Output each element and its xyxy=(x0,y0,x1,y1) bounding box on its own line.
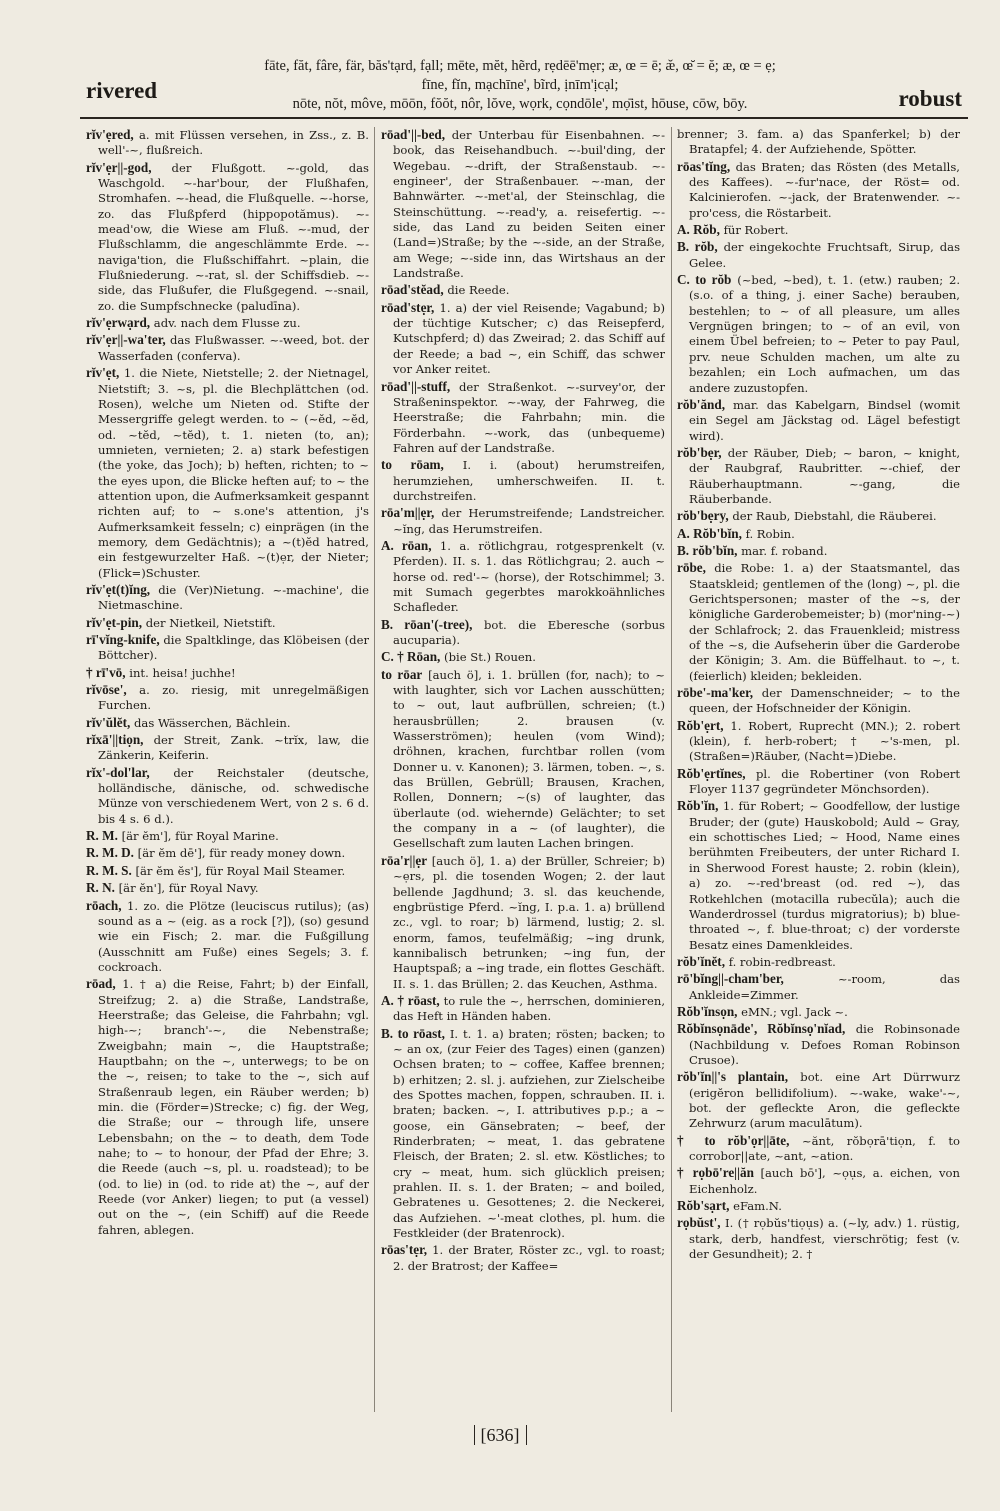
dictionary-entry xyxy=(86,845,369,861)
definition-text: a. zo. riesig, mit unregelmäßigen Furchen. xyxy=(98,683,369,713)
headword: † rī'vō, xyxy=(86,664,126,680)
dictionary-entry xyxy=(381,649,665,665)
headword: B. rŏb'bĭn, xyxy=(677,542,738,558)
definition-text: der Reichstaler (deutsche, holländische, dänische, od. schwedische Münze von verschiedenem Wert, von 2 s. 6 d. bis 4 s. 6 d.). xyxy=(98,765,369,826)
headword: rĭv'ẹred, xyxy=(86,127,134,142)
definition-text: die (Ver)Nietung. ~-machine', die Nietmaschine. xyxy=(98,582,369,613)
headword: rōbe'-ma'ker, xyxy=(677,685,754,701)
dictionary-entry xyxy=(677,1069,960,1131)
definition-text: 1. a. rötlichgrau, rotgesprenkelt (v. Pferden). II. s. 1. das Rötlichgrau; 2. auch ~ horse od. red'-~ (horse), der Rotschimmel; 3. mit Sumach gegerbtes marokkoähnliches Schafleder. xyxy=(393,538,665,615)
headword: C. † Rōan, xyxy=(381,649,441,665)
dictionary-entry xyxy=(86,160,369,314)
headword: C. to rŏb xyxy=(677,272,732,288)
header-rule xyxy=(80,117,968,119)
column-3 xyxy=(677,127,960,1417)
dictionary-entry xyxy=(677,397,960,444)
definition-text: eFam.N. xyxy=(733,1199,782,1214)
headword: B. to rōast, xyxy=(381,1025,445,1041)
dictionary-entry xyxy=(677,1198,960,1214)
dictionary-entry xyxy=(86,632,369,664)
definition-text: 1. Robert, Ruprecht (MN.); 2. robert (klein), f. herb-robert; † ~'s-men, pl. (Straßen=)Räuber, (Nacht=)Diebe. xyxy=(689,718,960,764)
headword: rōad'||-bed, xyxy=(381,127,446,142)
headword: rōad'stẹr, xyxy=(381,299,435,315)
definition-text: [är ĕm dē'], für ready money down. xyxy=(137,846,346,861)
definition-text: ~-room, das Ankleide=Zimmer. xyxy=(689,972,960,1002)
pronunciation-key-line: fāte, făt, fâre, fär, băs'tạrd, fạll; mēte, mĕt, hẽrd, rẹdēē'mẹr; æ, œ = ē; æ̆, œ̆ = ĕ; æ, œ = ẹ; xyxy=(264,58,776,74)
dictionary-entry xyxy=(677,1133,960,1165)
definition-text: die Robe: 1. a) der Staatsmantel, das Staatskleid; gentlemen of the (long) ~, pl. die Gerichtspersonen; master of the ~s, der königliche Garderobemeister; b) (mor'ning-~) der Schlafrock; 2. das Frauenkleid; mistress of the ~s, die Aufseherin über die Garderobe der Königin; 3. Am. die Büffelhaut. to ~, t. (feierlich) kleiden; bekleiden. xyxy=(689,561,960,683)
headword: rōa'r||ẹr xyxy=(381,852,428,868)
pronunciation-key-line: nōte, nŏt, môve, mōōn, fŏŏt, nôr, lŏve, wọrk, cọndōle', mọ̄ist, hōuse, cōw, bōy. xyxy=(292,96,748,112)
definition-text: I. t. 1. a) braten; rösten; backen; to ~ an ox, (zur Feier des Tages) einen (ganzen) Ochsen braten; to ~ coffee, Kaffee brennen; b) erhitzen; 2. sl. j. aufziehen, zur Zielscheibe des Spottes machen, foppen, schrauben. II. i. braten; backen. ~, I. attributives p.p.; a ~ goose, ein Gänsebraten; ~ beef, der Rinderbraten; ~ meat, 1. das gebratene Fleisch, der Braten; 2. sl. etw. Köstliches; to cry ~ meat, hum. sich glücklich preisen; prahlen. II. s. 1. der Braten; ~ and boiled, Gebratenes u. Gesottenes; 2. die Neckerei, das Aufziehen. ~'-meat clothes, pl. hum. die Festkleider (der Bratenrock). xyxy=(393,1026,665,1241)
headword: rĭv'ẹt, xyxy=(86,365,120,381)
definition-text: [är ĕn'], für Royal Navy. xyxy=(118,881,259,896)
definition-text: der Unterbau für Eisenbahnen. ~-book, das Reisehandbuch. ~-buil'ding, der Wegebau. ~-drift, der Straßenstaub. ~-engineer', der Straßenbauer. ~-man, der Bahnwärter. ~-met'al, der Steinschlag, die Steinschüttung. ~-read'y, a. reisefertig. ~-side, das Land zu beiden Seiten einer (Land=)Straße; by the ~-side, an der Straße, am Wege; ~-side inn, das Wirtshaus an der Landstraße. xyxy=(393,128,665,281)
headword: A. Rŏb'bĭn, xyxy=(677,525,742,541)
headword: to rōam, xyxy=(381,457,444,473)
definition-text: 1. a) der viel Reisende; Vagabund; b) der tüchtige Kutscher; c) das Reisepferd, Kutschpferd; d) das Zweirad; 2. das Schiff auf der Reede; a bad ~, ein Schiff, das schwer vor Anker reitet. xyxy=(393,300,665,377)
headword: rōas'tĭng, xyxy=(677,158,731,174)
dictionary-entry xyxy=(86,898,369,976)
definition-text: 1. der Brater, Röster zc., vgl. to roast; 2. der Bratrost; der Kaffee= xyxy=(393,1243,665,1273)
definition-text: a. mit Flüssen versehen, in Zss., z. B. well'-~, flußreich. xyxy=(98,128,369,158)
definition-text: der Herumstreifende; Landstreicher. ~ĭng, das Herumstreifen. xyxy=(393,506,665,536)
left-guideword: rivered xyxy=(86,78,158,103)
dictionary-entry xyxy=(677,718,960,765)
definition-text: brenner; 3. fam. a) das Spanferkel; b) der Bratapfel; 4. der Aufziehende, Spötter. xyxy=(677,127,960,157)
definition-text: [är ĕm'], für Royal Marine. xyxy=(121,829,279,844)
definition-text: eMN.; vgl. Jack ~. xyxy=(741,1004,848,1019)
page-number-label: [636] xyxy=(474,1425,527,1445)
headword: Rŏbĭnsọnāde', Rŏbĭnsọ'nĭad, xyxy=(677,1021,846,1037)
headword: rĭvōse', xyxy=(86,682,127,698)
definition-text: die Spaltklinge, das Klöbeisen (der Böttcher). xyxy=(98,633,369,663)
definition-text: der Damenschneider; ~ to the queen, der Hofschneider der Königin. xyxy=(689,686,960,716)
dictionary-entry xyxy=(677,971,960,1003)
headword: rō'bĭng||-cham'ber, xyxy=(677,971,784,987)
definition-text: 1. zo. die Plötze (leuciscus rutilus); (as) sound as a ~ (eig. as a rock [?]), (so) gesund wie ein Fisch; 2. mar. die Fußgillung (Ausschnitt am Fuße) eines Segels; 3. f. cockroach. xyxy=(98,898,369,974)
headword: B. rŏb, xyxy=(677,239,718,255)
dictionary-entry xyxy=(677,1004,960,1020)
dictionary-entry xyxy=(677,543,960,559)
column-2 xyxy=(381,127,665,1417)
headword: R. M. xyxy=(86,828,118,844)
headword: rọbŭst', xyxy=(677,1215,721,1231)
headword: rōad'||-stuff, xyxy=(381,378,451,394)
definition-text: das Flußwasser. ~-weed, bot. der Wasserfaden (conferva). xyxy=(98,333,369,363)
headword: Rŏb'ĭnsọn, xyxy=(677,1003,738,1019)
headword: to rōar xyxy=(381,666,423,682)
dictionary-entry xyxy=(86,682,369,714)
definition-text: I. i. (about) herumstreifen, herumziehen, umherschweifen. II. t. durchstreifen. xyxy=(393,458,665,503)
dictionary-entry xyxy=(86,715,369,731)
pronunciation-key xyxy=(230,57,810,114)
headword: rĭv'ŭlĕt, xyxy=(86,714,131,730)
dictionary-entry xyxy=(381,993,665,1025)
dictionary-entry xyxy=(86,828,369,844)
headword: rĭx'-dol'lar, xyxy=(86,764,150,780)
definition-text: [är ĕm ĕs'], für Royal Mail Steamer. xyxy=(135,863,346,878)
definition-text: int. heisa! juchhe! xyxy=(129,665,236,680)
headword: rŏb'ĭnĕt, xyxy=(677,953,725,969)
definition-text: (bie St.) Rouen. xyxy=(444,650,536,665)
definition-text: das Wässerchen, Bächlein. xyxy=(134,715,291,730)
headword: A. † rōast, xyxy=(381,992,440,1008)
definition-text: der Raub, Diebstahl, die Räuberei. xyxy=(732,509,937,524)
dictionary-entry xyxy=(86,315,369,331)
headword: rĭv'ẹt-pin, xyxy=(86,614,143,630)
definition-text: mar. f. roband. xyxy=(741,543,828,558)
dictionary-entry xyxy=(86,582,369,614)
page-number xyxy=(0,1425,1000,1446)
dictionary-entry xyxy=(381,282,665,298)
headword: R. N. xyxy=(86,880,115,896)
definition-text: für Robert. xyxy=(723,223,789,238)
column-divider xyxy=(671,127,672,1412)
definition-text: 1. für Robert; ~ Goodfellow, der lustige Bruder; der (gute) Hauskobold; Auld ~ Gray, ein schottisches Lied; ~ Hood, Name eines berühmten Freibeuters, der unter Richard I. in Sherwood Forest hauste; 2. robin (klein), a) zo. ~-red'breast (od. red ~), das Rotkehlchen (motacilla rubecŭla); auch die Wanderdrossel (turdus migratorius); b) blue-throated ~, f. blue-throat; c) der vorderste Besatz eines Damenkleides. xyxy=(689,799,960,952)
dictionary-entry xyxy=(381,617,665,649)
dictionary-entry xyxy=(677,798,960,952)
dictionary-entry xyxy=(381,127,665,281)
headword: rĭv'ẹr||-god, xyxy=(86,159,152,175)
headword: Rŏb'ĭn, xyxy=(677,798,719,814)
dictionary-entry xyxy=(381,1242,665,1274)
headword: B. rōan'(-tree), xyxy=(381,616,473,632)
dictionary-entry xyxy=(677,1165,960,1197)
definition-text: der Räuber, Dieb; ~ baron, ~ knight, der Raubgraf, Raubritter. ~-chief, der Räuberhauptmann. ~-gang, die Räuberbande. xyxy=(689,445,960,506)
pronunciation-key-line: fīne, fĭn, mạchīne', bĩrd, ịnīm'ịcạl; xyxy=(421,77,619,93)
definition-text: [auch ö], i. 1. brüllen (for, nach); to ~ with laughter, sich vor Lachen ausschütten; to ~ out, laut aufbrüllen, schreien; (t.) herausbrüllen; 2. brausen (v. Wasserströmen); heulen (vom Wind); dröhnen, krachen, furchtbar rollen (vom Donner u. v. Kanonen); 3. lärmen, toben. ~, s. das Brüllen, Gebrüll; Brausen, Krachen, Rollen, Donnern; ~(s) of laughter, das überlaute (od. wiehernde) Gelächter; to set the company in a ~ (of laughter), die Gesellschaft zum lauten Lachen bringen. xyxy=(393,667,665,851)
headword: rĭv'ẹr||-wa'ter, xyxy=(86,332,166,348)
dictionary-entry xyxy=(677,159,960,221)
dictionary-entry xyxy=(381,300,665,378)
definition-text: 1. † a) die Reise, Fahrt; b) der Einfall, Streifzug; 2. a) die Straße, Landstraße, Heerstraße; das Geleise, die Fahrbahn; vgl. high-~; branch'-~, die Nebenstraße; Zweigbahn; main ~, die Hauptstraße; Hauptbahn; on the ~, unterwegs; to be on the ~, reisen; to take to the ~, sich auf Straßenraub legen, ein Räuber werden; b) min. die (Förder=)Strecke; c) fig. der Weg, die Straße; our ~ through life, unsere Lebensbahn; on the ~ to death, dem Tode nahe; to ~ to honour, der Pfad der Ehre; 3. die Reede (auch ~s, pl. u. roadstead); to be (od. to lie) in (od. to ride at) the ~, auf der Reede (vor Anker) liegen; to put (a vessel) out on the ~, (ein Schiff) auf die Reede fahren, ablegen. xyxy=(98,977,369,1237)
definition-text: pl. die Robertiner (von Robert Floyer 1137 gegründeter Mönchsorden). xyxy=(689,766,960,797)
column-divider xyxy=(374,127,375,1412)
definition-text: der Streit, Zank. ~trĭx, law, die Zänkerin, Keiferin. xyxy=(98,733,369,763)
dictionary-entry xyxy=(86,765,369,827)
definition-text: to rule the ~, herrschen, dominieren, das Heft in Händen haben. xyxy=(393,993,665,1024)
right-guideword: robust xyxy=(898,86,962,111)
definition-text: ~ănt, rŏbọrā'tiọn, f. to corrobor||ate, ~ant, ~ation. xyxy=(689,1133,960,1163)
definition-text: der Straßenkot. ~-survey'or, der Straßeninspektor. ~-way, der Fahrweg, die Heerstraße; die Fahrbahn; min. die Förderbahn. ~-work, das (unbequeme) Fahren auf der Landstraße. xyxy=(393,379,665,455)
headword: Rŏb'ẹrtĭnes, xyxy=(677,765,746,781)
headword: rĭv'ẹrwạrd, xyxy=(86,315,151,331)
dictionary-entry xyxy=(381,379,665,457)
definition-text: bot. die Eberesche (sorbus aucuparia). xyxy=(393,617,665,647)
definition-text: das Braten; das Rösten (des Metalls, des Kaffees). ~-fur'nace, der Röst= od. Kalcinierofen. ~-jack, der Bratenwender. ~-pro'cess, die Röstarbeit. xyxy=(689,159,960,220)
dictionary-entry xyxy=(677,526,960,542)
headword: rŏb'ĭn||'s plantain, xyxy=(677,1069,789,1085)
headword: Rŏb'sạrt, xyxy=(677,1198,730,1214)
dictionary-entry xyxy=(86,127,369,159)
dictionary-entry xyxy=(677,560,960,684)
headword: rōad, xyxy=(86,976,116,992)
dictionary-entry xyxy=(381,667,665,852)
definition-text: der Flußgott. ~-gold, das Waschgold. ~-har'bour, der Flußhafen, Stromhafen. ~-head, die Flußquelle. ~-horse, zo. das Flußpferd (hippopotămus). ~-mead'ow, die Wiese am Fluß. ~-mud, der Flußschlamm, die angeschlämmte Erde. ~-naviga'tion, die Flußschiffahrt. ~plain, die Flußniederung. ~-rat, sl. der Schiffsdieb. ~-side, das Flußufer, die Flußgegend. ~-snail, zo. die Sumpfschnecke (paludīna). xyxy=(98,160,369,313)
headword: rĭv'ẹt(t)ĭng, xyxy=(86,581,151,597)
dictionary-entry xyxy=(677,685,960,717)
definition-text: f. robin-redbreast. xyxy=(728,954,836,969)
headword: R. M. S. xyxy=(86,862,132,878)
headword: rī'vĭng-knife, xyxy=(86,632,160,647)
dictionary-entry xyxy=(381,457,665,504)
dictionary-entry xyxy=(381,1026,665,1242)
definition-text: f. Robin. xyxy=(745,526,795,541)
headword: Rŏb'ẹrt, xyxy=(677,717,724,733)
headword: † rọbō're||ăn xyxy=(677,1165,754,1181)
headword: A. Rŏb, xyxy=(677,222,720,238)
dictionary-entry xyxy=(381,505,665,537)
headword: A. rōan, xyxy=(381,537,432,553)
definition-text: der eingekochte Fruchtsaft, Sirup, das Gelee. xyxy=(689,240,960,270)
dictionary-entry xyxy=(677,127,960,158)
headword: rŏb'bẹr, xyxy=(677,444,722,460)
dictionary-entry xyxy=(677,222,960,238)
dictionary-entry xyxy=(86,665,369,681)
dictionary-entry xyxy=(677,1215,960,1262)
dictionary-entry xyxy=(86,332,369,364)
dictionary-entry xyxy=(86,880,369,896)
headword: rŏb'bẹry, xyxy=(677,508,729,524)
headword: rōbe, xyxy=(677,560,706,576)
dictionary-entry xyxy=(677,445,960,507)
dictionary-entry xyxy=(381,538,665,616)
definition-text: adv. nach dem Flusse zu. xyxy=(153,316,301,331)
definition-text: der Nietkeil, Nietstift. xyxy=(145,615,276,630)
headword: rĭxā'||tiọn, xyxy=(86,732,144,748)
headword: rŏb'ănd, xyxy=(677,396,726,412)
headword: rōach, xyxy=(86,897,122,913)
definition-text: I. († rọbŭs'tiọụs) a. (~ly, adv.) 1. rüstig, stark, derb, handfest, vierschrötig; fest (v. der Gesundheit); 2. † xyxy=(689,1216,960,1262)
dictionary-entry xyxy=(677,508,960,524)
dictionary-entry xyxy=(677,766,960,798)
dictionary-entry xyxy=(86,976,369,1238)
headword: rōa'm||ẹr, xyxy=(381,505,435,521)
definition-text: (~bed, ~bed), t. 1. (etw.) rauben; 2. (s.o. of a thing, j. einer Sache) berauben, bestehlen; to ~ of all pleasure, um alles Vergnügen bringen; to ~ of an evil, von einem Übel befreien; to ~ Peter to pay Paul, prv. neue Schulden machen, um alte zu bezahlen; ein Loch aufmachen, um das andere zuzustopfen. xyxy=(689,273,960,395)
dictionary-entry xyxy=(86,863,369,879)
definition-text: die Reede. xyxy=(447,283,510,298)
dictionary-entry xyxy=(86,365,369,581)
headword: rōad'stĕad, xyxy=(381,282,444,298)
dictionary-entry xyxy=(677,954,960,970)
dictionary-entry xyxy=(677,272,960,396)
dictionary-entry xyxy=(381,853,665,992)
dictionary-entry xyxy=(86,615,369,631)
definition-text: 1. die Niete, Nietstelle; 2. der Nietnagel, Nietstift; 3. ~s, pl. die Blechplättchen (od. Rosen), welche um Nieten od. Stifte der Messergriffe gelegt werden. to ~ (~ĕd, ~ĕd, od. ~tĕd, ~tĕd), t. 1. nieten (to, an); umnieten, vernieten; 2. a) stark befestigen (the yoke, das Joch); b) heften, richten; to ~ the eyes upon, die Blicke heften auf; to ~ the attention upon, die Aufmerksamkeit gespannt richten auf; to ~ s.one's attention, j's Aufmerksamkeit fesseln; c) einprägen (in the memory, dem Gedächtnis); a ~(t)ĕd hatred, ein festgewurzelter Haß. ~(t)ẹr, der Nieter; (Flick=)Schuster. xyxy=(98,366,369,580)
headword: rōas'tẹr, xyxy=(381,1242,428,1258)
dictionary-entry xyxy=(677,1021,960,1068)
dictionary-entry xyxy=(86,732,369,764)
definition-text: [auch bō'], ~ọụs, a. eichen, von Eichenholz. xyxy=(689,1166,960,1196)
definition-text: [auch ö], 1. a) der Brüller, Schreier; b) ~ẹrs, pl. die tosenden Wogen; 2. der laut bellende Jagdhund; 3. sl. das keuchende, engbrüstige Pferd. ~ĭng, I. p.a. 1. a) brüllend zc., vgl. to roar; b) lärmend, lustig; 2. sl. enorm, famos, teufelmäßig; ~ing drunk, kannibalisch betrunken; ~ing fun, der Hauptspaß; a ~ing trade, ein flottes Geschäft. II. s. 1. das Brüllen; 2. das Keuchen, Asthma. xyxy=(393,853,665,991)
definition-text: die Robinsonade (Nachbildung v. Defoes Roman Robinson Crusoe). xyxy=(689,1022,960,1067)
headword: † to rŏb'ọr||āte, xyxy=(677,1132,790,1148)
definition-text: mar. das Kabelgarn, Bindsel (womit ein Segel am Jäckstag od. Lägel befestigt wird). xyxy=(689,397,960,443)
dictionary-entry xyxy=(677,239,960,271)
column-1 xyxy=(86,127,369,1417)
headword: R. M. D. xyxy=(86,845,134,861)
definition-text: bot. eine Art Dürrwurz (erigĕron bellidifolium). ~-wake, wake'-~, bot. der gefleckte Aron, die gefleckte Zehrwurz (arum maculātum). xyxy=(689,1070,960,1131)
